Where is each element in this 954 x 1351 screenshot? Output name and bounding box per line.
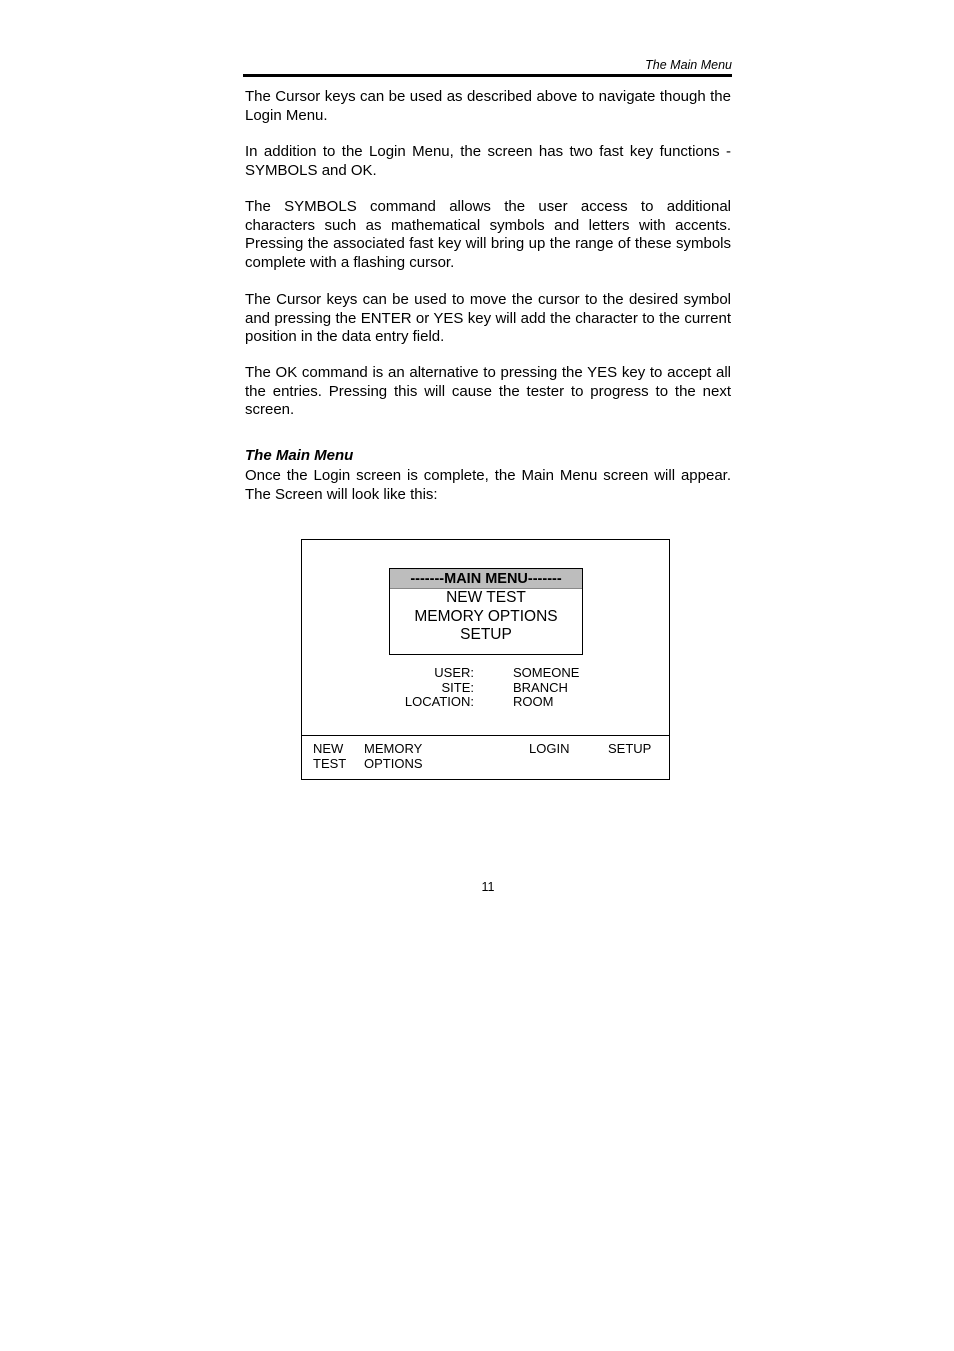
softkey-new-test-line2: TEST: [313, 755, 347, 771]
paragraph-ok: The OK command is an alternative to pressing the YES key to accept all the entries. Pressing this will cause the tester to progress to the next screen.: [245, 364, 731, 419]
location-label: LOCATION:: [404, 694, 474, 710]
user-value: SOMEONE: [513, 665, 580, 680]
main-menu-box: [389, 568, 583, 655]
device-screen: [301, 539, 670, 780]
page-number: 11: [481, 880, 495, 894]
softkey-memory-options-line1: MEMORY: [364, 741, 423, 756]
paragraph-symbols: The SYMBOLS command allows the user access to additional characters such as mathematical symbols and letters with accents. Pressing the associated fast key will bring up the range of these symbols complete with a flashing cursor.: [245, 198, 731, 271]
section-heading: The Main Menu: [245, 447, 354, 464]
user-label: USER:: [434, 665, 474, 680]
menu-item-memory-options[interactable]: MEMORY OPTIONS: [414, 607, 558, 625]
site-label: SITE:: [441, 679, 474, 695]
paragraph-main-menu-intro: Once the Login screen is complete, the Main Menu screen will appear. The Screen will look like this:: [245, 467, 731, 503]
softkey-memory-options[interactable]: [364, 742, 423, 771]
main-menu-title: -------MAIN MENU-------: [390, 569, 582, 589]
location-value: ROOM: [513, 694, 554, 710]
site-value: BRANCH: [513, 679, 568, 695]
paragraph-cursor-symbol: The Cursor keys can be used to move the cursor to the desired symbol and pressing the ENTER or YES key will add the character to the current position in the data entry field.: [245, 291, 731, 346]
softkey-new-test-line1: NEW: [313, 741, 344, 756]
menu-item-setup[interactable]: SETUP: [460, 626, 512, 643]
softkey-bar: [302, 735, 669, 779]
info-labels: [372, 666, 474, 710]
softkey-memory-options-line2: OPTIONS: [364, 755, 423, 771]
softkey-login[interactable]: LOGIN: [529, 741, 570, 756]
softkey-setup[interactable]: SETUP: [608, 741, 652, 756]
menu-item-new-test[interactable]: NEW TEST: [446, 589, 526, 606]
softkey-new-test[interactable]: [313, 742, 346, 771]
paragraph-cursor-navigate: The Cursor keys can be used as described above to navigate though the Login Menu.: [245, 88, 731, 124]
paragraph-fast-keys: In addition to the Login Menu, the screen has two fast key functions - SYMBOLS and OK.: [245, 143, 731, 179]
info-values: [513, 666, 633, 710]
running-header: The Main Menu: [645, 58, 732, 72]
header-rule: [243, 74, 732, 77]
